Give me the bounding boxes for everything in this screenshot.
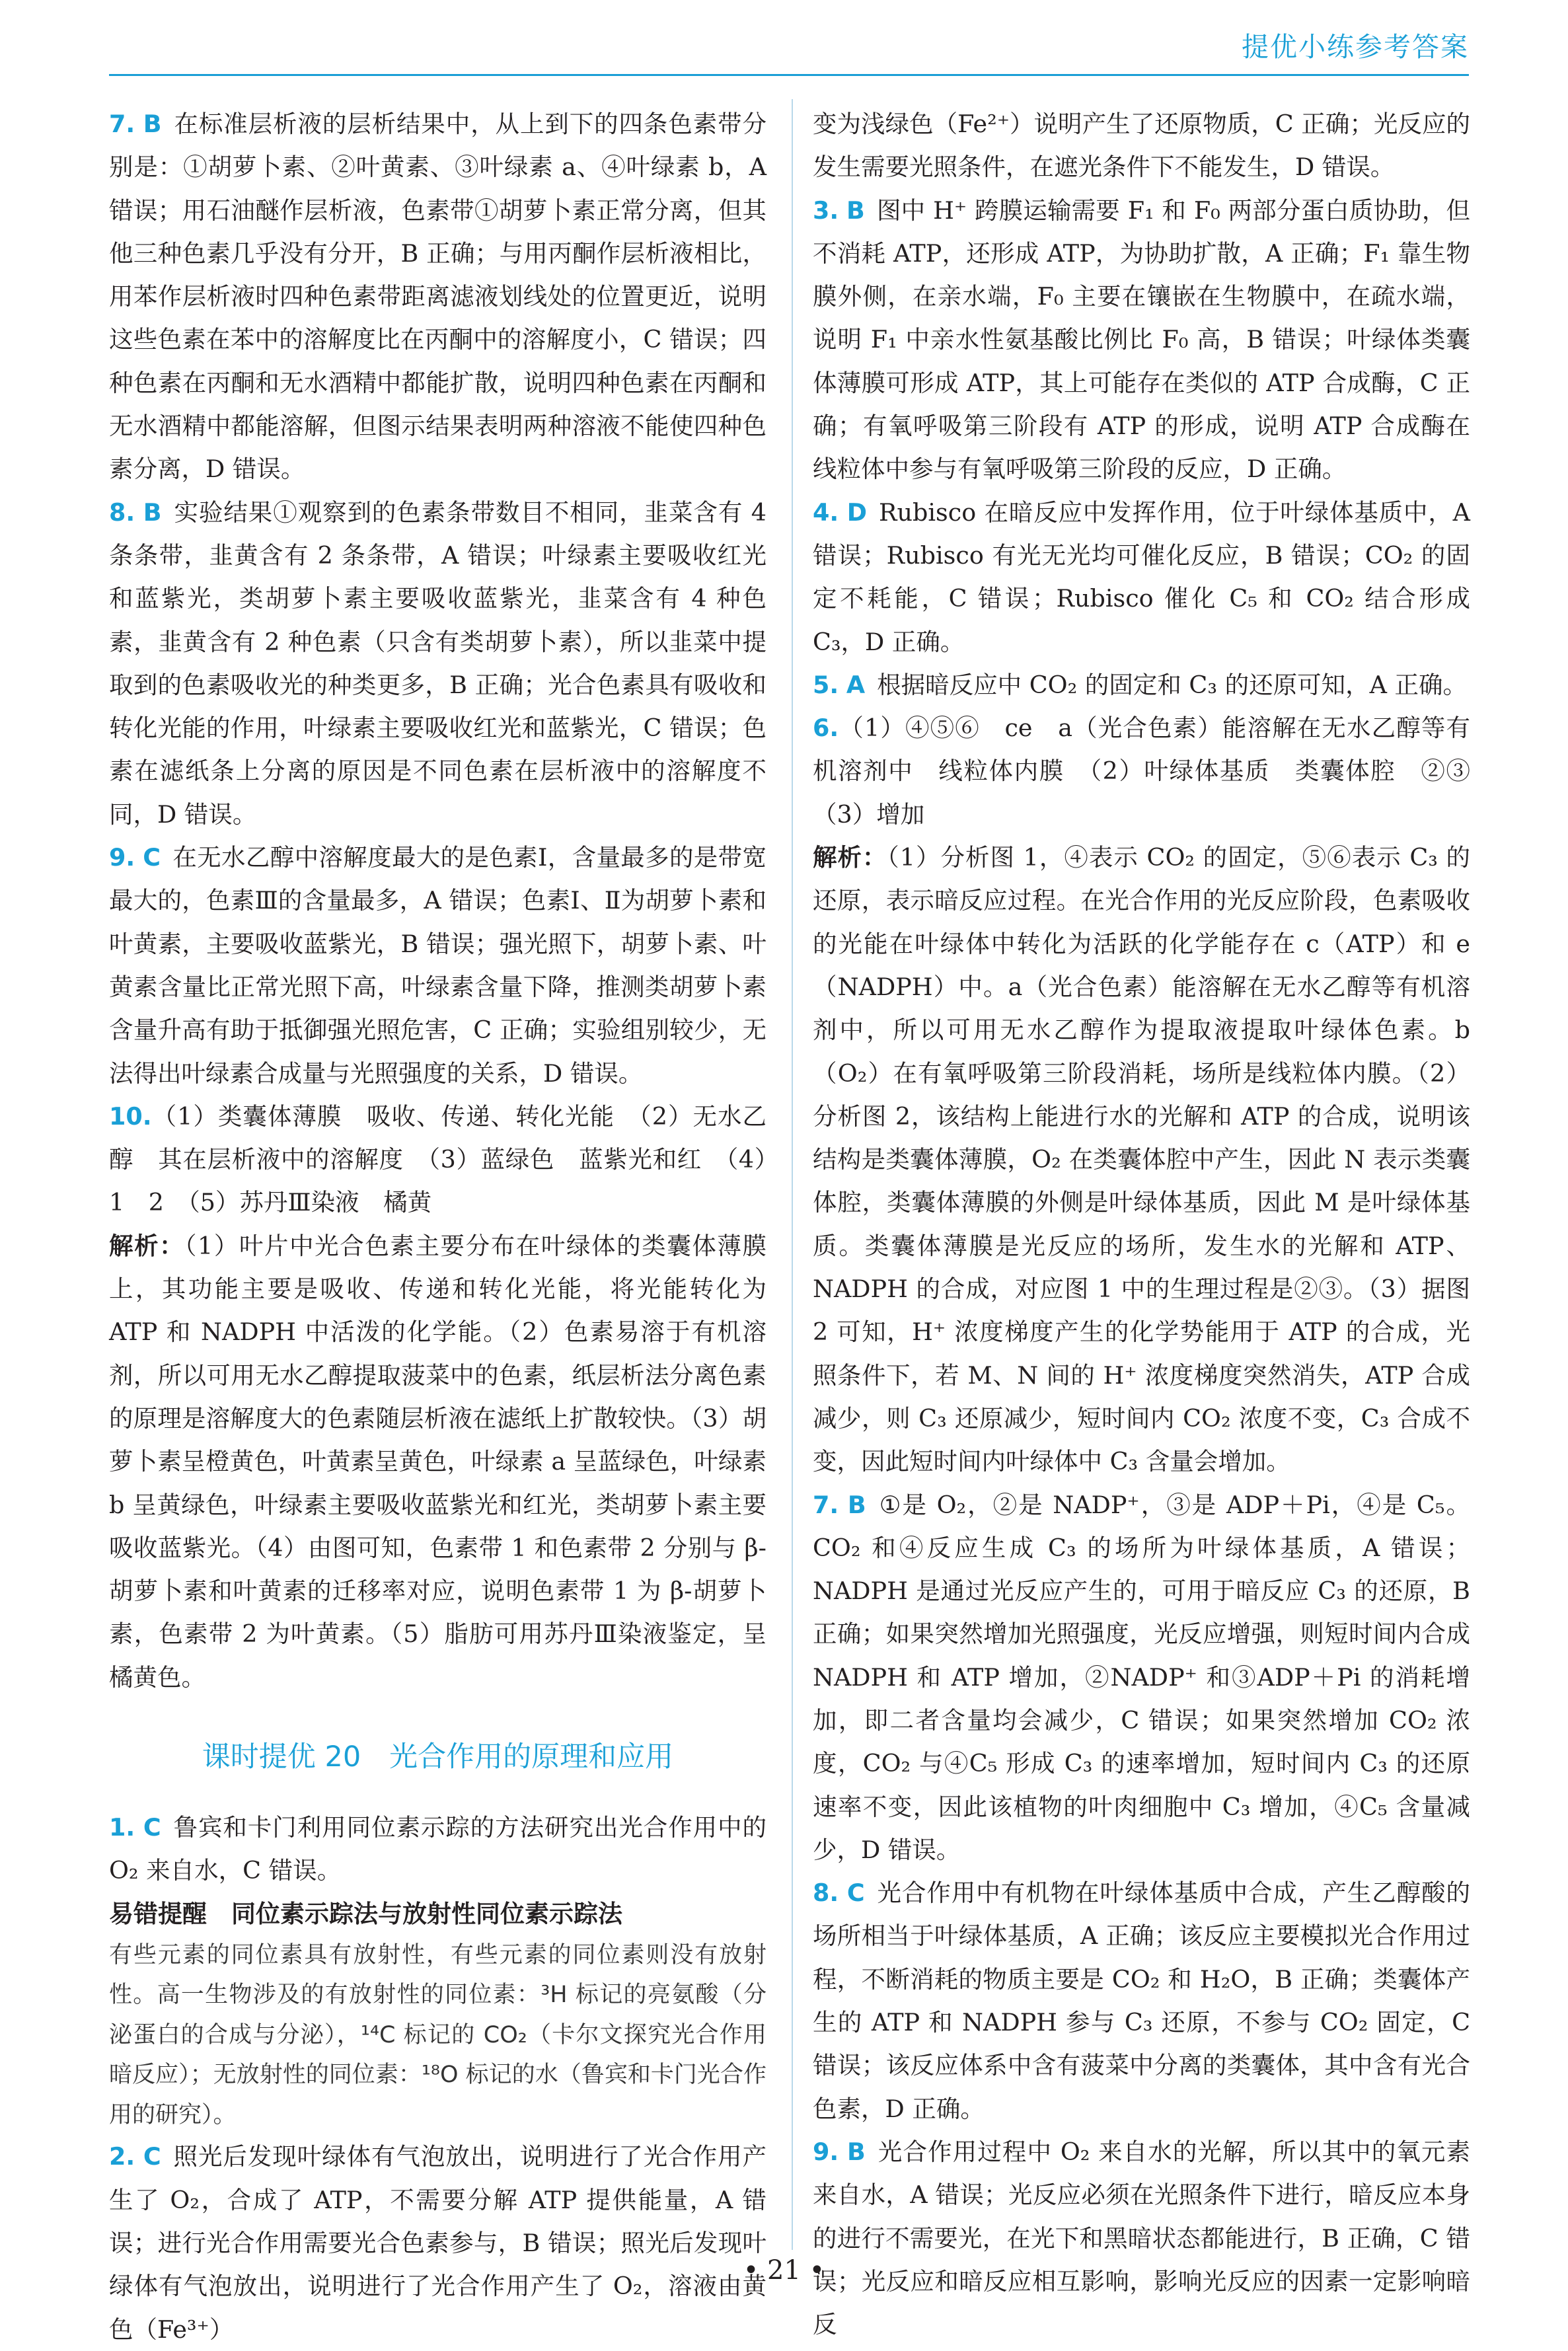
section-title: 课时提优 20 光合作用的原理和应用 <box>202 1740 674 1773</box>
answer-7: 7. B 在标准层析液的层析结果中，从上到下的四条色素带分别是：①胡萝卜素、②叶黄素、③叶绿素 a、④叶绿素 b，A 错误；用石油醚作层析液，色素带①胡萝卜素正常分离，但其他三种色素几乎没有分开，B 正确；与用丙酮作层析液相比，用苯作层析液时四种色素带距离滤液划线处的位置更近，说明这些色素在苯中的溶解度比在丙酮中的溶解度小，C 错误；四种色素在丙酮和无水酒精中都能扩散，说明四种色素在丙酮和无水酒精中都能溶解，但图示结果表明两种溶液不能使四种色素分离，D 错误。 <box>109 110 766 484</box>
tip-body: 有些元素的同位素具有放射性，有些元素的同位素则没有放射性。高一生物涉及的有放射性的同位素：³H 标记的亮氨酸（分泌蛋白的合成与分泌），¹⁴C 标记的 CO₂（卡尔文探究光合作用暗反应）；无放射性的同位素：¹⁸O 标记的水（鲁宾和卡门光合作用的研究）。 <box>109 1941 766 2128</box>
header-rule <box>109 74 1469 76</box>
answer-s7: 7. B ①是 O₂，②是 NADP⁺，③是 ADP＋Pi，④是 C₅。CO₂ 和④反应生成 C₃ 的场所为叶绿体基质，A 错误；NADPH 是通过光反应产生的，可用于暗反应 C₃ 的还原，B 正确；如果突然增加光照强度，光反应增强，则短时间内合成 NADPH 和 ATP 增加，②NADP⁺ 和③ADP＋Pi 的消耗增加，即二者含量均会减少，C 错误；如果突然增加 CO₂ 浓度，CO₂ 与④C₅ 形成 C₃ 的速率增加，短时间内 C₃ 的还原速率不变，因此该植物的叶肉细胞中 C₃ 增加，④C₅ 含量减少，D 错误。 <box>813 1490 1471 1864</box>
column-divider <box>792 99 793 2250</box>
answer-s2-continued: 变为浅绿色（Fe²⁺）说明产生了还原物质，C 正确；光反应的发生需要光照条件，在遮光条件下不能发生，D 错误。 <box>813 110 1470 182</box>
answer-s8: 8. C 光合作用中有机物在叶绿体基质中合成，产生乙醇酸的场所相当于叶绿体基质，A 正确；该反应主要模拟光合作用过程，不断消耗的物质主要是 CO₂ 和 H₂O，B 正确；类囊体产生的 ATP 和 NADPH 参与 C₃ 还原，不参与 CO₂ 固定，C 错误；该反应体系中含有菠菜中分离的类囊体，其中含有光合色素，D 正确。 <box>813 1879 1471 2123</box>
page-number: • 21 • <box>743 2255 825 2286</box>
header-title: 提优小练参考答案 <box>1242 31 1469 63</box>
answer-s3: 3. B 图中 H⁺ 跨膜运输需要 F₁ 和 F₀ 两部分蛋白质协助，但不消耗 ATP，还形成 ATP，为协助扩散，A 正确；F₁ 靠生物膜外侧，在亲水端，F₀ 主要在镶嵌在生物膜中，在疏水端，说明 F₁ 中亲水性氨基酸比例比 F₀ 高，B 错误；叶绿体类囊体薄膜可形成 ATP，其上可能存在类似的 ATP 合成酶，C 正确；有氧呼吸第三阶段有 ATP 的形成，说明 ATP 合成酶在线粒体中参与有氧呼吸第三阶段的反应，D 正确。 <box>813 196 1470 484</box>
analysis-10: 解析：（1）叶片中光合色素主要分布在叶绿体的类囊体薄膜上，其功能主要是吸收、传递和转化光能，将光能转化为 ATP 和 NADPH 中活泼的化学能。（2）色素易溶于有机溶剂，所以可用无水乙醇提取菠菜中的色素，纸层析法分离色素的原理是溶解度大的色素随层析液在滤纸上扩散较快。（3）胡萝卜素呈橙黄色，叶黄素呈黄色，叶绿素 a 呈蓝绿色，叶绿素 b 呈黄绿色，叶绿素主要吸收蓝紫光和红光，类胡萝卜素主要吸收蓝紫光。（4）由图可知，色素带 1 和色素带 2 分别与 β-胡萝卜素和叶黄素的迁移率对应，说明色素带 1 为 β-胡萝卜素，色素带 2 为叶黄素。（5）脂肪可用苏丹Ⅲ染液鉴定，呈橘黄色。 <box>109 1231 766 1692</box>
answer-s2: 2. C 照光后发现叶绿体有气泡放出，说明进行了光合作用产生了 O₂，合成了 ATP，不需要分解 ATP 提供能量，A 错误；进行光合作用需要光合色素参与，B 错误；照光后发现叶绿体有气泡放出，说明进行了光合作用产生了 O₂，溶液由黄色（Fe³⁺） <box>109 2142 767 2344</box>
answer-s1: 1. C 鲁宾和卡门利用同位素示踪的方法研究出光合作用中的 O₂ 来自水，C 错误。 <box>109 1812 767 1885</box>
left-column <box>109 102 766 2351</box>
analysis-s6: 解析：（1）分析图 1，④表示 CO₂ 的固定，⑤⑥表示 C₃ 的还原，表示暗反应过程。在光合作用的光反应阶段，色素吸收的光能在叶绿体中转化为活跃的化学能存在 c（ATP）和 e（NADPH）中。a（光合色素）能溶解在无水乙醇等有机溶剂中，所以可用无水乙醇作为提取液提取叶绿体色素。b（O₂）在有氧呼吸第三阶段消耗，场所是线粒体内膜。（2）分析图 2，该结构上能进行水的光解和 ATP 的合成，说明该结构是类囊体薄膜，O₂ 在类囊体腔中产生，因此 N 表示类囊体腔，类囊体薄膜的外侧是叶绿体基质，因此 M 是叶绿体基质。类囊体薄膜是光反应的场所，发生水的光解和 ATP、NADPH 的合成，对应图 1 中的生理过程是②③。（3）据图 2 可知，H⁺ 浓度梯度产生的化学势能用于 ATP 的合成，光照条件下，若 M、N 间的 H⁺ 浓度梯度突然消失，ATP 合成减少，则 C₃ 还原减少，短时间内 CO₂ 浓度不变，C₃ 合成不变，因此短时间内叶绿体中 C₃ 含量会增加。 <box>813 843 1471 1476</box>
answer-9: 9. C 在无水乙醇中溶解度最大的是色素Ⅰ，含量最多的是带宽最大的，色素Ⅲ的含量最多，A 错误；色素Ⅰ、Ⅱ为胡萝卜素和叶黄素，主要吸收蓝紫光，B 错误；强光照下，胡萝卜素、叶黄素含量比正常光照下高，叶绿素含量下降，推测类胡萝卜素含量升高有助于抵御强光照危害，C 正确；实验组别较少，无法得出叶绿素合成量与光照强度的关系，D 错误。 <box>109 843 766 1088</box>
answer-10: 10.（1）类囊体薄膜 吸收、传递、转化光能 （2）无水乙醇 其在层析液中的溶解度 （3）蓝绿色 蓝紫光和红 （4）1 2 （5）苏丹Ⅲ染液 橘黄 <box>109 1101 766 1217</box>
answer-8: 8. B 实验结果①观察到的色素条带数目不相同，韭菜含有 4 条条带，韭黄含有 2 条条带，A 错误；叶绿素主要吸收红光和蓝紫光，类胡萝卜素主要吸收蓝紫光，韭菜含有 4 种色素，韭黄含有 2 种色素（只含有类胡萝卜素），所以韭菜中提取到的色素吸收光的种类更多，B 正确；光合色素具有吸收和转化光能的作用，叶绿素主要吸收红光和蓝紫光，C 错误；色素在滤纸条上分离的原因是不同色素在层析液中的溶解度不同，D 错误。 <box>109 498 766 829</box>
right-column <box>813 102 1495 2346</box>
answer-s4: 4. D Rubisco 在暗反应中发挥作用，位于叶绿体基质中，A 错误；Rubisco 有光无光均可催化反应，B 错误；CO₂ 的固定不耗能，C 错误；Rubisco 催化 C₅ 和 CO₂ 结合形成 C₃，D 正确。 <box>813 498 1470 656</box>
answer-s6: 6.（1）④⑤⑥ ce a（光合色素）能溶解在无水乙醇等有机溶剂中 线粒体内膜 （2）叶绿体基质 类囊体腔 ②③ （3）增加 <box>813 714 1495 829</box>
answer-s5: 5. A 根据暗反应中 CO₂ 的固定和 C₃ 的还原可知，A 正确。 <box>813 670 1468 699</box>
tip-title: 易错提醒 同位素示踪法与放射性同位素示踪法 <box>109 1899 622 1928</box>
answer-s9: 9. B 光合作用过程中 O₂ 来自水的光解，所以其中的氧元素来自水，A 错误；光反应必须在光照条件下进行，暗反应本身的进行不需要光，在光下和黑暗状态都能进行，B 正确，C 错误；光反应和暗反应相互影响，影响光反应的因素一定影响暗反 <box>813 2137 1471 2339</box>
